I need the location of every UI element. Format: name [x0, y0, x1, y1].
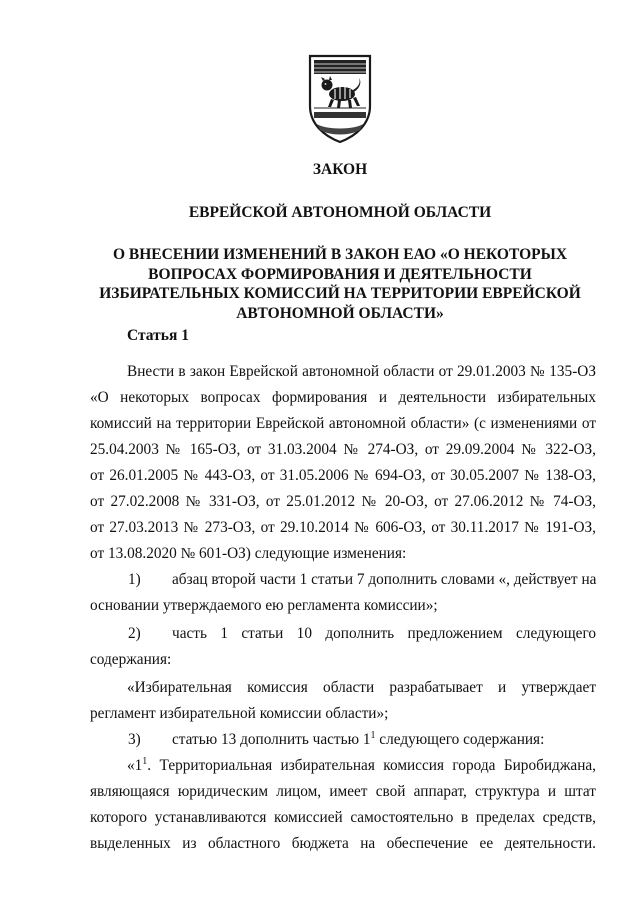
law-title-line: ИЗБИРАТЕЛЬНЫХ КОМИССИЙ НА ТЕРРИТОРИИ ЕВРЕЙСКОЙ: [99, 285, 581, 302]
intro-line: «О некоторых вопросах формирования и деятельности избирательных: [90, 389, 596, 406]
law-title: [60, 245, 620, 323]
intro-line: от 27.03.2013 № 273-ОЗ, от 29.10.2014 № 606-ОЗ, от 30.11.2017 № 191-ОЗ,: [90, 519, 596, 536]
item-text-part: статью 13 дополнить частью 1: [172, 731, 371, 748]
quoted-text: «Избирательная комиссия области разрабатывает и утверждает: [127, 679, 596, 696]
item-number: 2): [128, 625, 141, 642]
item-text: основании утверждаемого ею регламента комиссии»;: [90, 597, 438, 614]
intro-line: комиссий на территории Еврейской автономной области» (с изменениями от: [90, 415, 596, 432]
item-text: часть 1 статьи 10 дополнить предложением следующего: [172, 625, 596, 642]
item-text-part: следующего содержания:: [375, 731, 545, 748]
quoted-text: [127, 756, 596, 775]
item-number: 1): [128, 571, 141, 588]
coat-of-arms-tiger-icon: [302, 52, 378, 144]
item-text: абзац второй части 1 статьи 7 дополнить словами «, действует на: [172, 571, 597, 588]
intro-line: от 13.08.2020 № 601-ОЗ) следующие изменения:: [90, 545, 407, 562]
quoted-text: которого устанавливаются комиссией самостоятельно в пределах средств,: [90, 809, 596, 826]
item-text: [172, 730, 596, 749]
intro-line: от 26.01.2005 № 443-ОЗ, от 31.05.2006 № 694-ОЗ, от 30.05.2007 № 138-ОЗ,: [90, 467, 596, 484]
intro-line: от 27.02.2008 № 331-ОЗ, от 25.01.2012 № 20-ОЗ, от 27.06.2012 № 74-ОЗ,: [90, 493, 596, 510]
quoted-text-part: . Территориальная избирательная комиссия города Биробиджана,: [147, 757, 596, 774]
item-number: 3): [128, 731, 141, 748]
quoted-text: регламент избирательной комиссии области»;: [90, 705, 389, 722]
law-title-line: ВОПРОСАХ ФОРМИРОВАНИЯ И ДЕЯТЕЛЬНОСТИ: [148, 265, 532, 283]
law-title-line: О ВНЕСЕНИИ ИЗМЕНЕНИЙ В ЗАКОН ЕАО «О НЕКОТОРЫХ: [112, 246, 568, 263]
document-type-heading: ЗАКОН: [312, 161, 368, 178]
article-heading: Статья 1: [127, 327, 189, 344]
superscript: 1: [142, 755, 148, 767]
quoted-text-part: «1: [127, 757, 143, 774]
quoted-text: выделенных из областного бюджета на обеспечение ее деятельности.: [90, 835, 596, 852]
item-text: содержания:: [90, 651, 172, 668]
superscript: 1: [370, 729, 376, 741]
intro-line: Внести в закон Еврейской автономной области от 29.01.2003 № 135-ОЗ: [127, 363, 596, 380]
law-title-line: АВТОНОМНОЙ ОБЛАСТИ»: [236, 304, 444, 322]
quoted-text: являющаяся юридическим лицом, имеет свой аппарат, структура и штат: [90, 783, 596, 800]
region-heading: ЕВРЕЙСКОЙ АВТОНОМНОЙ ОБЛАСТИ: [188, 204, 492, 221]
intro-line: 25.04.2003 № 165-ОЗ, от 31.03.2004 № 274-ОЗ, от 29.09.2004 № 322-ОЗ,: [90, 441, 596, 458]
